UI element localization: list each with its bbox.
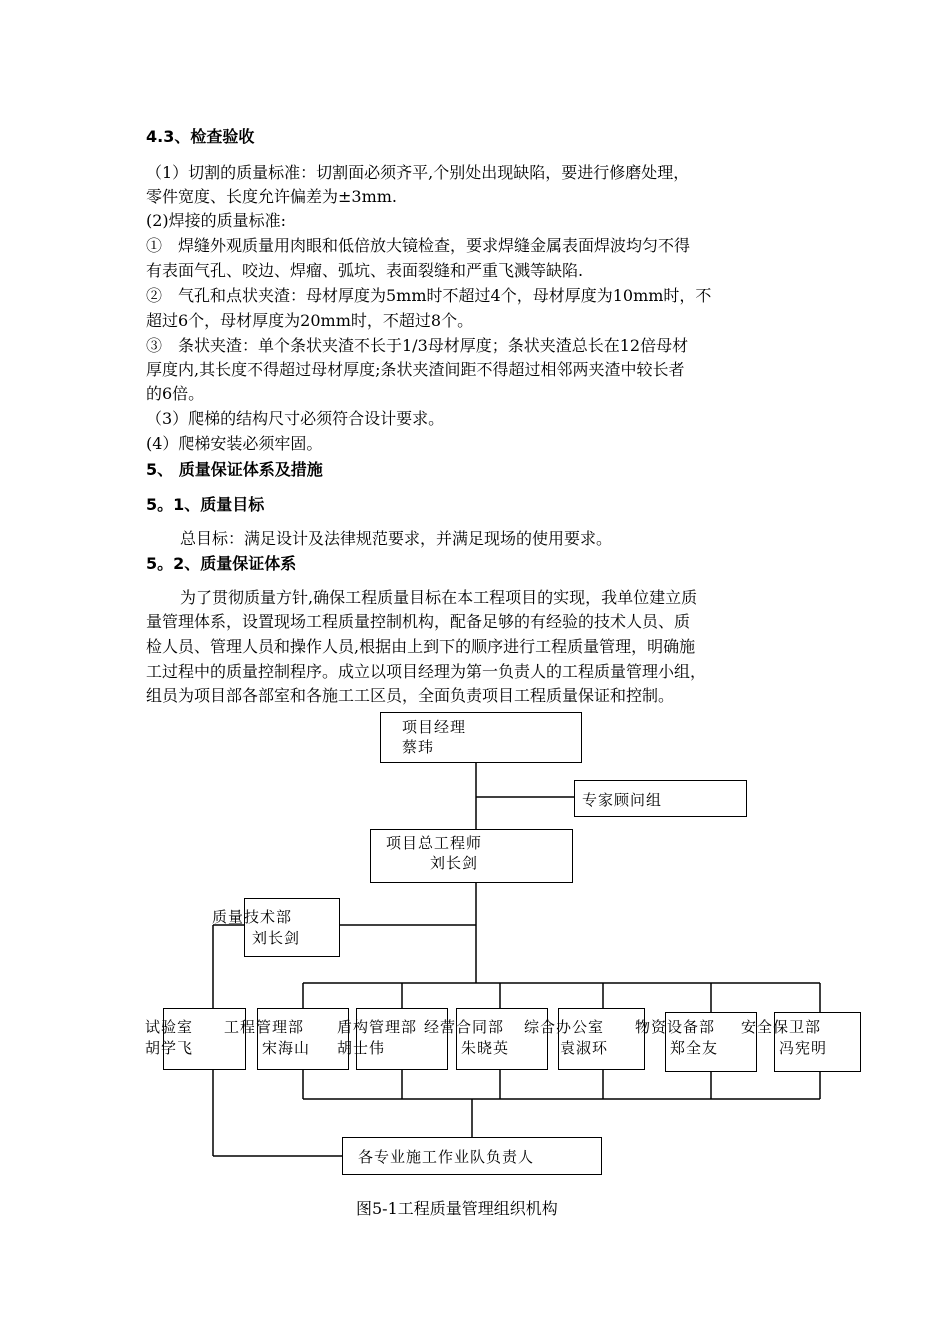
paragraph-line: 总目标：满足设计及法律规范要求，并满足现场的使用要求。	[180, 529, 613, 548]
qt-title: 质量技术部	[212, 908, 293, 926]
paragraph-line: 检人员、管理人员和操作人员,根据由上到下的顺序进行工程质量管理，明确施	[146, 637, 696, 656]
paragraph-line: 工过程中的质量控制程序。成立以项目经理为第一负责人的工程质量管理小组，	[146, 662, 707, 681]
construction-teams-label: 各专业施工作业队负责人	[358, 1148, 535, 1166]
paragraph-line: (2)焊接的质量标准:	[146, 211, 287, 230]
dept4-title: 经营合同部	[424, 1018, 505, 1036]
dept6-name: 郑全友	[670, 1039, 719, 1057]
dept1-title: 试验室	[145, 1018, 194, 1036]
dept1-name: 胡学飞	[145, 1039, 194, 1057]
paragraph-line: 为了贯彻质量方针,确保工程质量目标在本工程项目的实现，我单位建立质	[180, 588, 698, 607]
dept3-title: 盾构管理部	[337, 1018, 418, 1036]
section-heading-5-2: 5。2、质量保证体系	[146, 554, 297, 573]
list-item: 超过6个，母材厚度为20mm时，不超过8个。	[146, 311, 474, 330]
section-heading-5-1: 5。1、质量目标	[146, 495, 265, 514]
list-item: 有表面气孔、咬边、焊瘤、弧坑、表面裂缝和严重飞溅等缺陷.	[146, 261, 584, 280]
paragraph-line: 量管理体系，设置现场工程质量控制机构，配备足够的有经验的技术人员、质	[146, 612, 691, 631]
dept4-name: 朱晓英	[461, 1039, 510, 1057]
section-heading-4-3: 4.3、检查验收	[146, 127, 255, 146]
paragraph-line: 组员为项目部各部室和各施工工区员，全面负责项目工程质量保证和控制。	[146, 686, 675, 705]
expert-group-label: 专家顾问组	[582, 791, 663, 809]
dept5-title: 综合办公室	[524, 1018, 605, 1036]
list-item: ② 气孔和点状夹渣：母材厚度为5mm时不超过4个，母材厚度为10mm时，不	[146, 286, 712, 305]
list-item: ① 焊缝外观质量用肉眼和低倍放大镜检查，要求焊缝金属表面焊波均匀不得	[146, 236, 691, 255]
pm-title: 项目经理	[402, 718, 467, 736]
dept2-name: 宋海山	[262, 1039, 311, 1057]
quality-tech-dept-box	[244, 898, 340, 957]
section-heading-5: 5、 质量保证体系及措施	[146, 460, 323, 479]
list-item: 厚度内,其长度不得超过母材厚度;条状夹渣间距不得超过相邻两夹渣中较长者	[146, 360, 685, 379]
dept6-title: 物资设备部	[635, 1018, 716, 1036]
dept3-name: 胡士伟	[337, 1039, 386, 1057]
dept7-title: 安全保卫部	[741, 1018, 822, 1036]
paragraph-line: (4）爬梯安装必须牢固。	[146, 434, 323, 453]
paragraph-line: （1）切割的质量标准：切割面必须齐平,个别处出现缺陷，要进行修磨处理，	[146, 163, 690, 182]
dept5-name: 袁淑环	[560, 1039, 609, 1057]
dept7-name: 冯宪明	[779, 1039, 828, 1057]
list-item: 的6倍。	[146, 384, 205, 403]
paragraph-line: 零件宽度、长度允许偏差为±3mm.	[146, 187, 398, 206]
chief-name: 刘长剑	[430, 854, 479, 872]
figure-caption: 图5-1工程质量管理组织机构	[356, 1199, 558, 1218]
pm-name: 蔡玮	[402, 738, 435, 756]
qt-name: 刘长剑	[252, 929, 301, 947]
chief-title: 项目总工程师	[386, 834, 483, 852]
list-item: ③ 条状夹渣：单个条状夹渣不长于1/3母材厚度；条状夹渣总长在12倍母材	[146, 336, 689, 355]
paragraph-line: （3）爬梯的结构尺寸必须符合设计要求。	[146, 409, 445, 428]
dept2-title: 工程管理部	[224, 1018, 305, 1036]
